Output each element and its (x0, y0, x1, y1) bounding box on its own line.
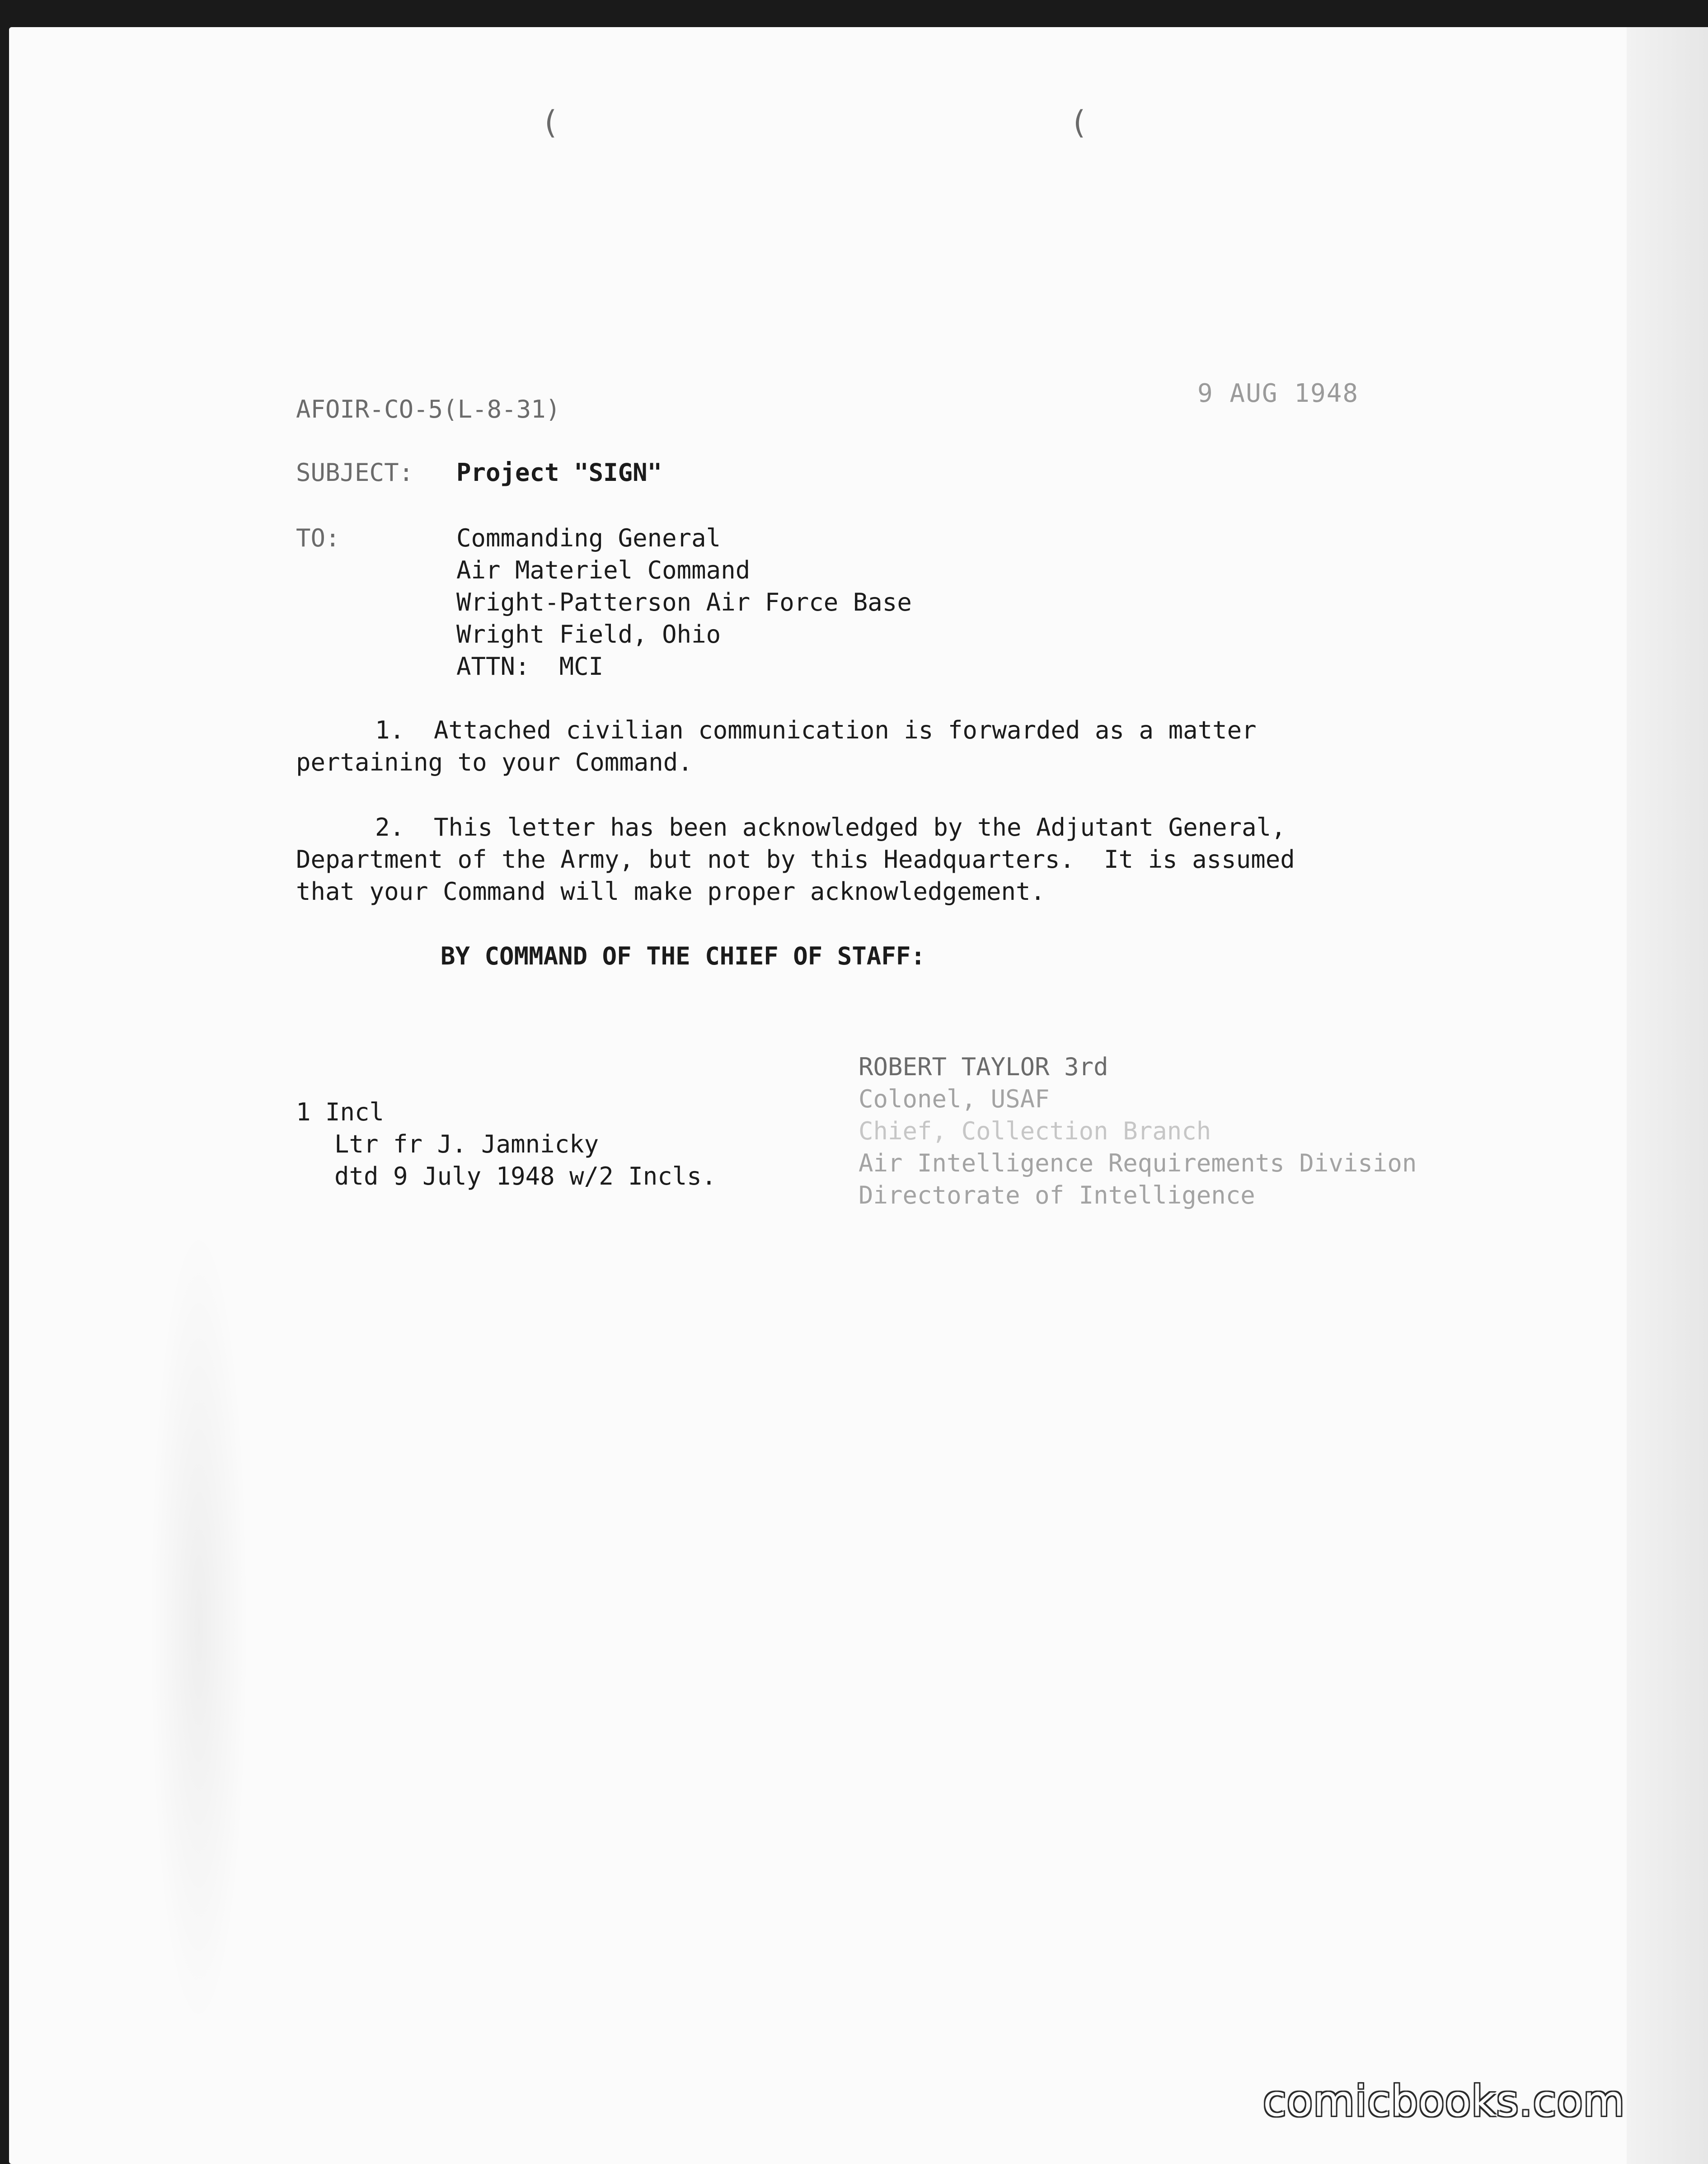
enclosure-line: dtd 9 July 1948 w/2 Incls. (334, 1162, 717, 1190)
file-number: AFOIR-CO-5(L-8-31) (296, 395, 561, 423)
scan-mark: ( (1073, 104, 1086, 141)
date-stamp: 9 AUG 1948 (1197, 379, 1359, 408)
enclosure-line: Ltr fr J. Jamnicky (334, 1130, 599, 1158)
signature-rank: Colonel, USAF (859, 1085, 1050, 1113)
scan-mark: ( (544, 104, 557, 141)
enclosure-count: 1 Incl (296, 1098, 385, 1126)
to-line: Commanding General (456, 524, 721, 552)
command-line: BY COMMAND OF THE CHIEF OF STAFF: (441, 942, 925, 970)
paragraph-1-line: pertaining to your Command. (296, 748, 693, 776)
to-line: Air Materiel Command (456, 556, 751, 584)
to-line: Wright-Patterson Air Force Base (456, 588, 912, 616)
signature-title: Chief, Collection Branch (859, 1117, 1211, 1145)
signature-name: ROBERT TAYLOR 3rd (859, 1053, 1108, 1081)
subject-value: Project "SIGN" (456, 458, 662, 487)
signature-title: Directorate of Intelligence (859, 1181, 1255, 1209)
paragraph-1-line: 1. Attached civilian communication is forwarded as a matter (375, 716, 1257, 744)
site-watermark: comicbooks.com (1263, 2077, 1625, 2126)
paragraph-2-line: that your Command will make proper acknowledgement. (296, 877, 1046, 906)
paragraph-2-line: Department of the Army, but not by this Headquarters. It is assumed (296, 845, 1295, 874)
to-line: Wright Field, Ohio (456, 620, 721, 649)
signature-title: Air Intelligence Requirements Division (859, 1149, 1417, 1177)
to-label: TO: (296, 524, 340, 552)
to-line: ATTN: MCI (456, 652, 604, 681)
paragraph-2-line: 2. This letter has been acknowledged by the Adjutant General, (375, 813, 1286, 842)
subject-label: SUBJECT: (296, 458, 414, 487)
